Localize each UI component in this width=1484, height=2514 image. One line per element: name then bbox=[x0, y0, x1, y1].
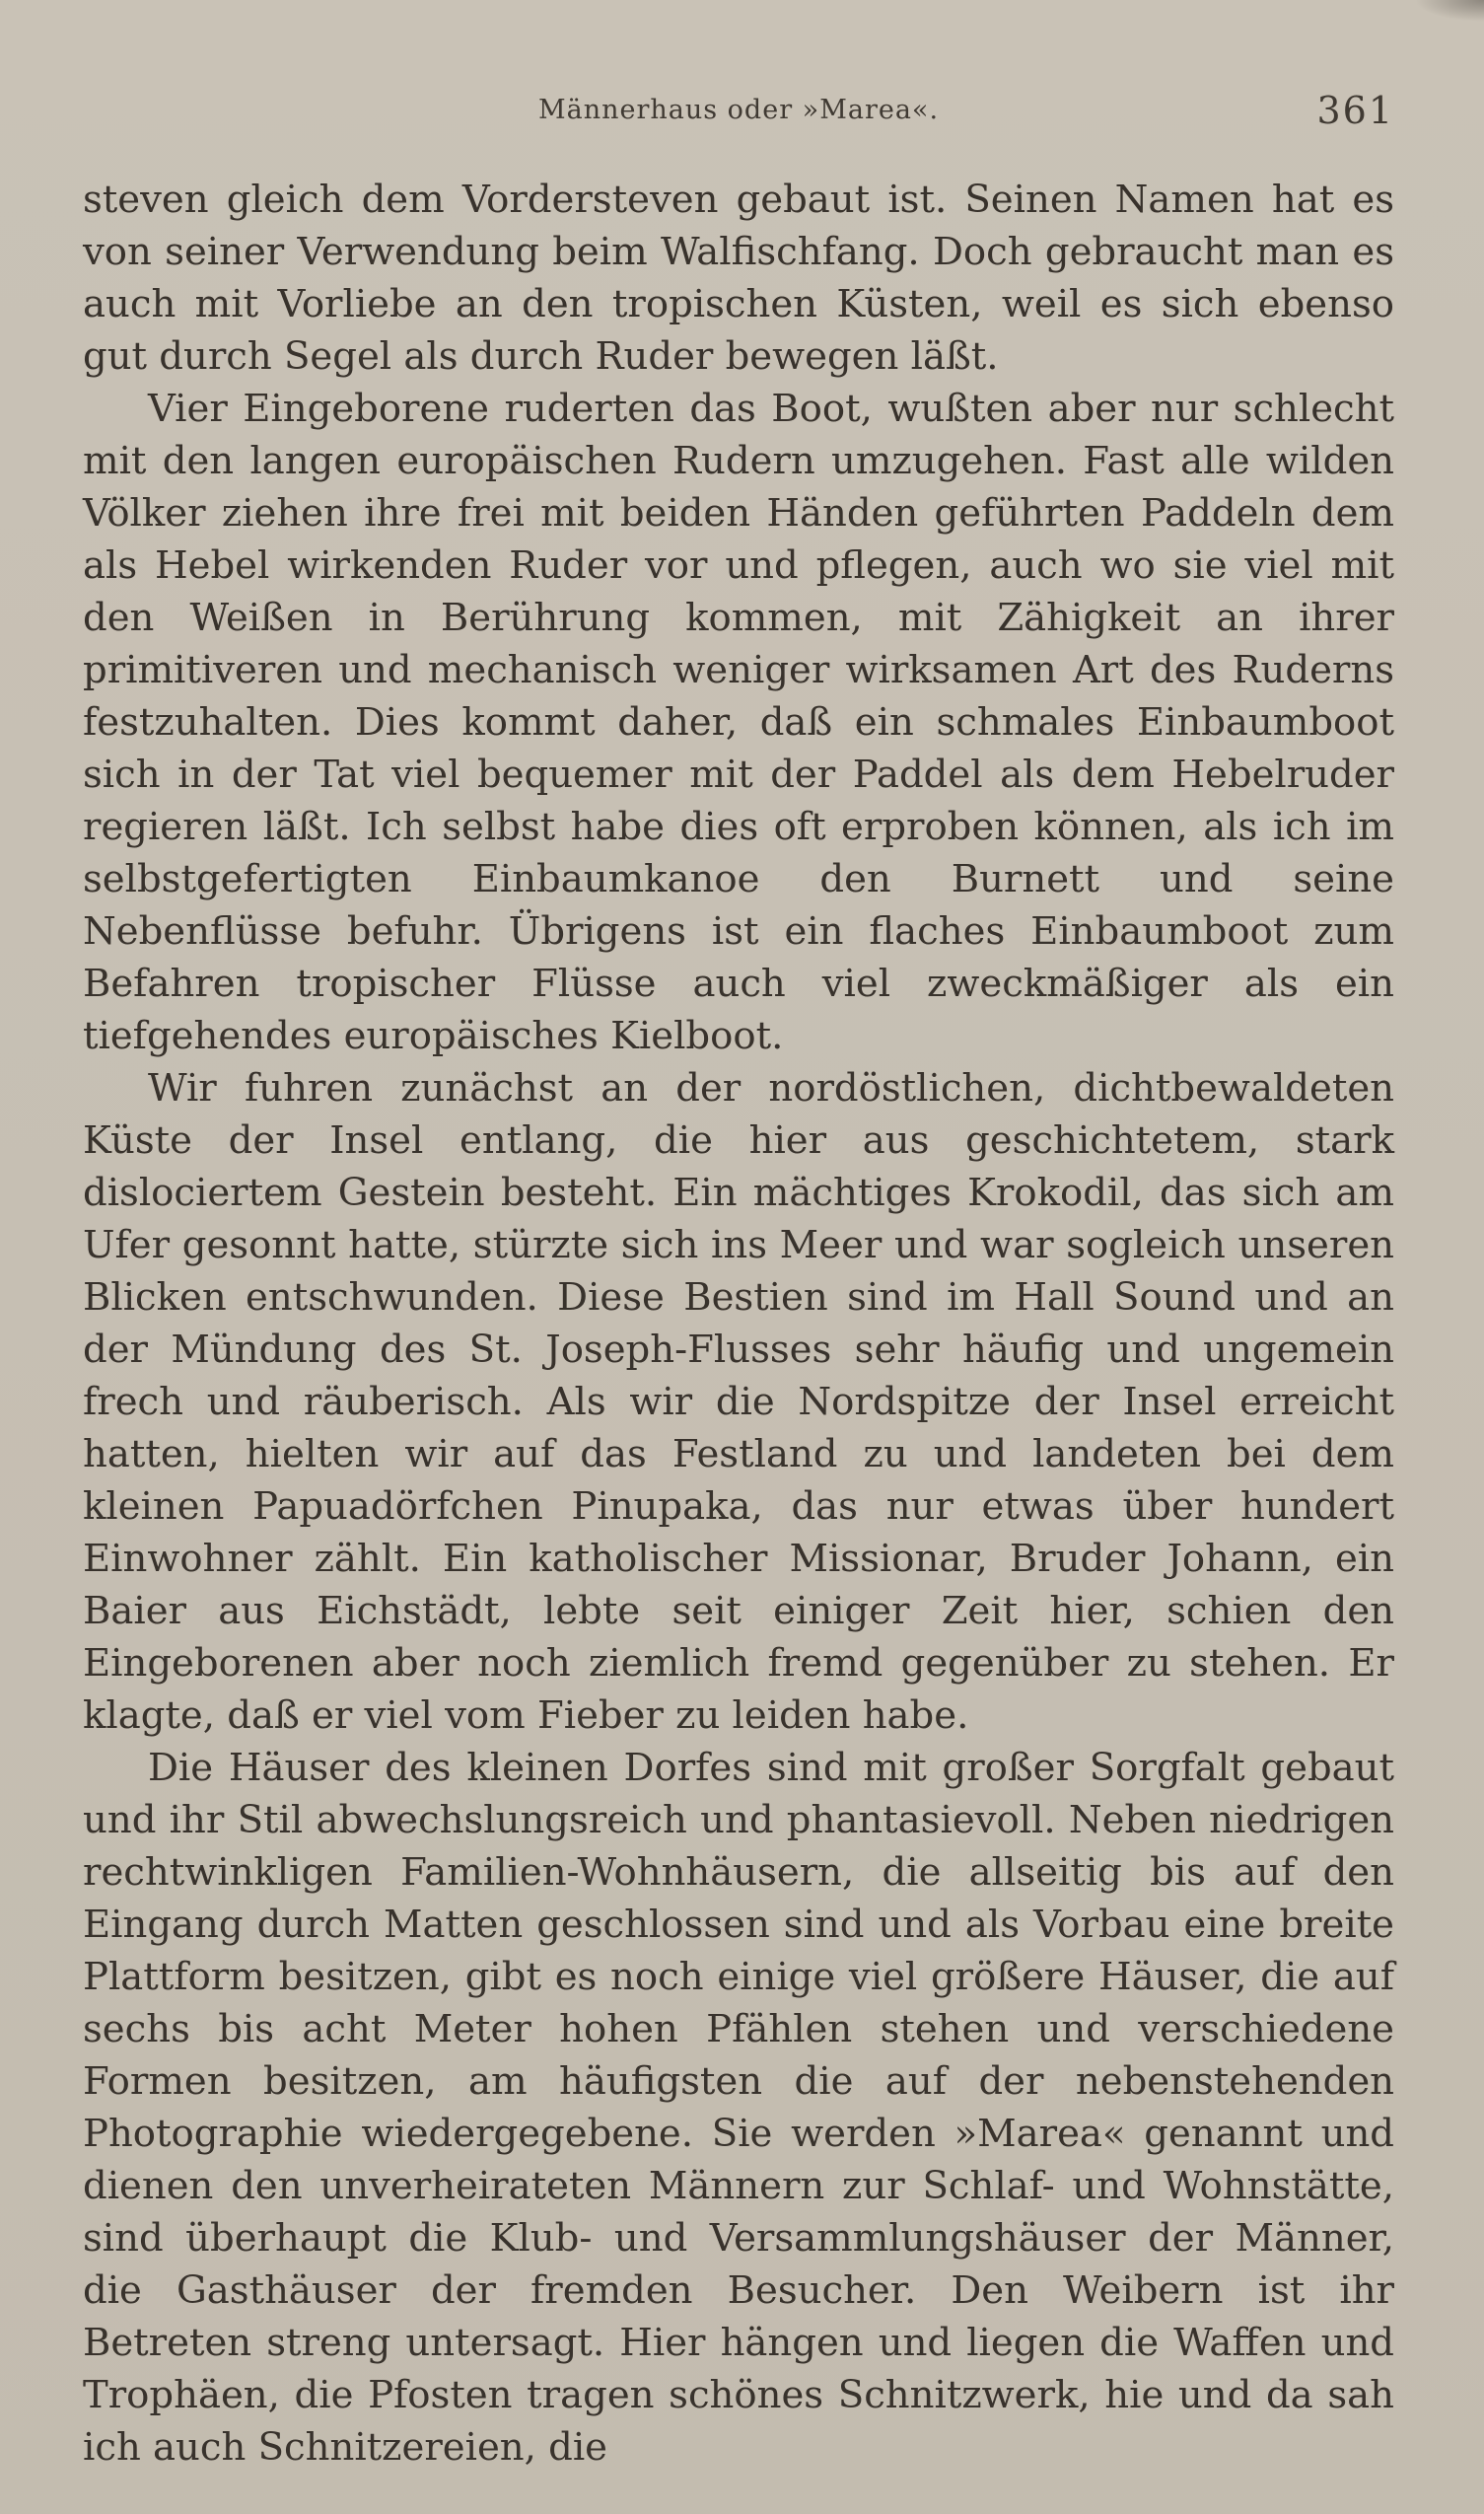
paragraph-continuation: steven gleich dem Vordersteven gebaut ist. Seinen Namen hat es von seiner Verwendung beim Walfischfang. Doch gebraucht man es auch mit Vorliebe an den tropischen Küsten, weil es sich ebenso gut durch Segel als durch Ruder bewegen läßt. bbox=[83, 178, 1394, 379]
running-header bbox=[83, 85, 1394, 144]
text-body bbox=[83, 174, 1394, 2474]
paragraph-village-houses: Die Häuser des kleinen Dorfes sind mit großer Sorgfalt gebaut und ihr Stil abwechslungsreich und phantasievoll. Neben niedrigen rechtwinkligen Familien-Wohnhäusern, die allseitig bis auf den Eingang durch Matten geschlossen sind und als Vorbau eine breite Plattform besitzen, gibt es noch einige viel größere Häuser, die auf sechs bis acht Meter hohen Pfählen stehen und verschiedene Formen besitzen, am häufigsten die auf der nebenstehenden Photographie wiedergegebene. Sie werden »Marea« genannt und dienen den unverheirateten Männern zur Schlaf- und Wohnstätte, sind überhaupt die Klub- und Versammlungshäuser der Männer, die Gasthäuser der fremden Besucher. Den Weibern ist ihr Betreten streng untersagt. Hier hängen und liegen die Waffen und Trophäen, die Pfosten tragen schönes Schnitzwerk, hie und da sah ich auch Schnitzereien, die bbox=[83, 1746, 1394, 2470]
page-number: 361 bbox=[1316, 89, 1394, 132]
page-corner-shadow bbox=[1415, 0, 1484, 22]
running-title: Männerhaus oder »Marea«. bbox=[537, 95, 940, 125]
paragraph-coast-journey: Wir fuhren zunächst an der nordöstlichen, dichtbewaldeten Küste der Insel entlang, die hier aus geschichtetem, stark dislociertem Gestein besteht. Ein mächtiges Krokodil, das sich am Ufer gesonnt hatte, stürzte sich ins Meer und war sogleich unseren Blicken entschwunden. Diese Bestien sind im Hall Sound und an der Mündung des St. Joseph-Flusses sehr häufig und ungemein frech und räuberisch. Als wir die Nordspitze der Insel erreicht hatten, hielten wir auf das Festland zu und landeten bei dem kleinen Papuadörfchen Pinupaka, das nur etwas über hundert Einwohner zählt. Ein katholischer Missionar, Bruder Johann, ein Baier aus Eichstädt, lebte seit einiger Zeit hier, schien den Eingeborenen aber noch ziemlich fremd gegenüber zu stehen. Er klagte, daß er viel vom Fieber zu leiden habe. bbox=[83, 1066, 1394, 1738]
paragraph-rowing: Vier Eingeborene ruderten das Boot, wußten aber nur schlecht mit den langen europäischen Rudern umzugehen. Fast alle wilden Völker ziehen ihre frei mit beiden Händen geführten Paddeln dem als Hebel wirkenden Ruder vor und pflegen, auch wo sie viel mit den Weißen in Berührung kommen, mit Zähigkeit an ihrer primitiveren und mechanisch weniger wirksamen Art des Ruderns festzuhalten. Dies kommt daher, daß ein schmales Einbaumboot sich in der Tat viel bequemer mit der Paddel als dem Hebelruder regieren läßt. Ich selbst habe dies oft erproben können, als ich im selbstgefertigten Einbaumkanoe den Burnett und seine Nebenflüsse befuhr. Übrigens ist ein flaches Einbaumboot zum Befahren tropischer Flüsse auch viel zweckmäßiger als ein tiefgehendes europäisches Kielboot. bbox=[83, 387, 1394, 1058]
